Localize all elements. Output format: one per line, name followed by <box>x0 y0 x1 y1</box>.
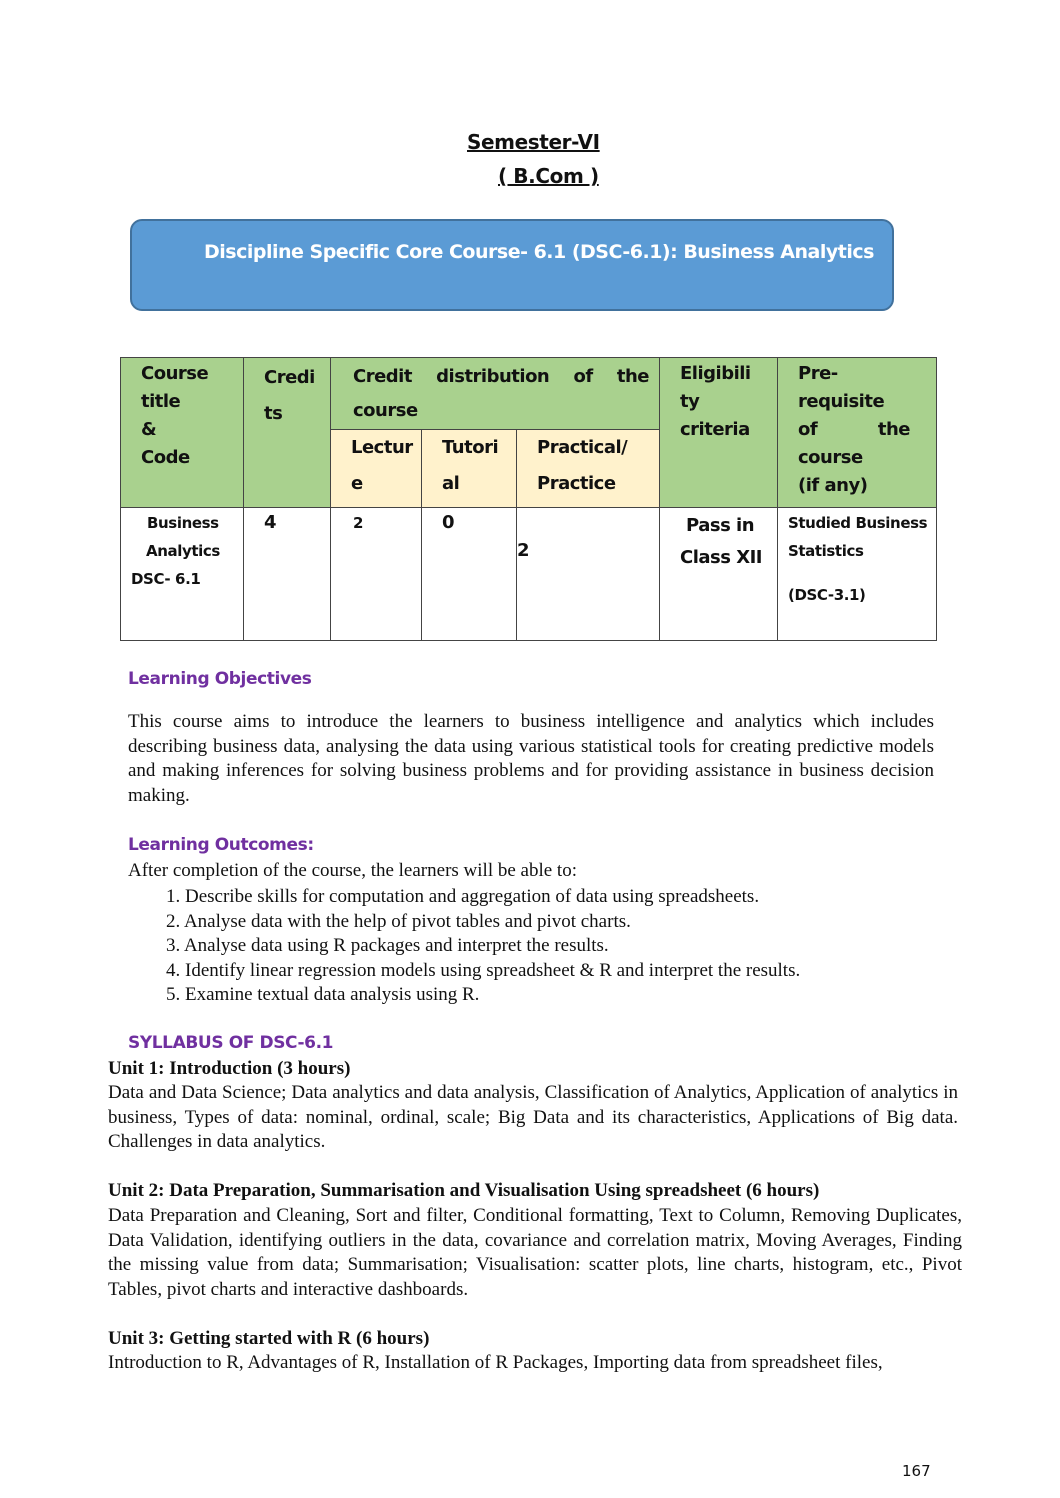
learning-outcomes-title: Learning Outcomes: <box>128 835 314 855</box>
header-course-title: Course title & Code <box>121 358 244 508</box>
program-heading: ( B.Com ) <box>498 164 599 188</box>
list-item: 1. Describe skills for computation and aggregation of data using spreadsheets. <box>166 886 760 907</box>
row-course-title: Business Analytics DSC- 6.1 <box>121 508 244 641</box>
row-practical: 2 <box>517 508 660 641</box>
row-prerequisite: Studied Business Statistics (DSC-3.1) <box>778 508 937 641</box>
header-practical: Practical/ Practice <box>517 430 660 508</box>
list-item: 4. Identify linear regression models using spreadsheet & R and interpret the results. <box>166 959 801 981</box>
course-banner <box>130 219 894 311</box>
row-eligibility: Pass in Class XII <box>660 508 778 641</box>
row-lecture: 2 <box>331 508 422 641</box>
header-eligibility: Eligibili ty criteria <box>660 358 778 508</box>
learning-objectives-text: This course aims to introduce the learners to business intelligence and analytics which includes describing business data, analysing the data using various statistical tools for creating predictive models and making inferences for solving business problems and for providing assistance in business decision making. <box>128 711 934 806</box>
table-header-row <box>121 358 937 430</box>
learning-objectives-title: Learning Objectives <box>128 669 312 689</box>
row-credits: 4 <box>244 508 331 641</box>
header-credits: Credi ts <box>244 358 331 508</box>
header-prerequisite: Pre- requisite of the course (if any) <box>778 358 937 508</box>
header-credit-distribution: Credit distribution of the course <box>331 358 660 430</box>
learning-outcomes-list <box>166 885 800 1008</box>
unit-3-heading: Unit 3: Getting started with R (6 hours) <box>108 1328 430 1349</box>
list-item: 3. Analyse data using R packages and interpret the results. <box>166 935 609 957</box>
table-row <box>121 508 937 641</box>
unit-2-text: Data Preparation and Cleaning, Sort and filter, Conditional formatting, Text to Column, Removing Duplicates, Data Validation, identifying outliers in the data, covariance and correlation matrix, Moving Averages, Finding the missing value from data; Summarisation; Visualisation: scatter plots, line charts, histogram, etc., Pivot Tables, pivot charts and interactive dashboards. <box>108 1205 962 1300</box>
semester-heading: Semester-VI <box>467 130 600 154</box>
unit-1-heading: Unit 1: Introduction (3 hours) <box>108 1058 351 1079</box>
syllabus-title: SYLLABUS OF DSC-6.1 <box>128 1033 334 1053</box>
header-tutorial: Tutori al <box>422 430 517 508</box>
unit-2-heading: Unit 2: Data Preparation, Summarisation and Visualisation Using spreadsheet (6 hours) <box>108 1180 820 1201</box>
page-number: 167 <box>902 1462 931 1480</box>
list-item: 2. Analyse data with the help of pivot tables and pivot charts. <box>166 910 631 932</box>
list-item: 5. Examine textual data analysis using R. <box>166 984 480 1006</box>
course-details-table <box>120 357 937 641</box>
unit-3-text: Introduction to R, Advantages of R, Installation of R Packages, Importing data from spreadsheet files, <box>108 1352 883 1373</box>
course-banner-title: Discipline Specific Core Course- 6.1 (DSC-6.1): Business Analytics <box>204 241 874 263</box>
learning-outcomes-intro: After completion of the course, the learners will be able to: <box>128 860 577 881</box>
header-lecture: Lectur e <box>331 430 422 508</box>
unit-1-text: Data and Data Science; Data analytics and data analysis, Classification of Analytics, Application of analytics in business, Types of data: nominal, ordinal, scale; Big Data and its characteristics, Applications of Big data. Challenges in data analytics. <box>108 1082 958 1152</box>
row-tutorial: 0 <box>422 508 517 641</box>
